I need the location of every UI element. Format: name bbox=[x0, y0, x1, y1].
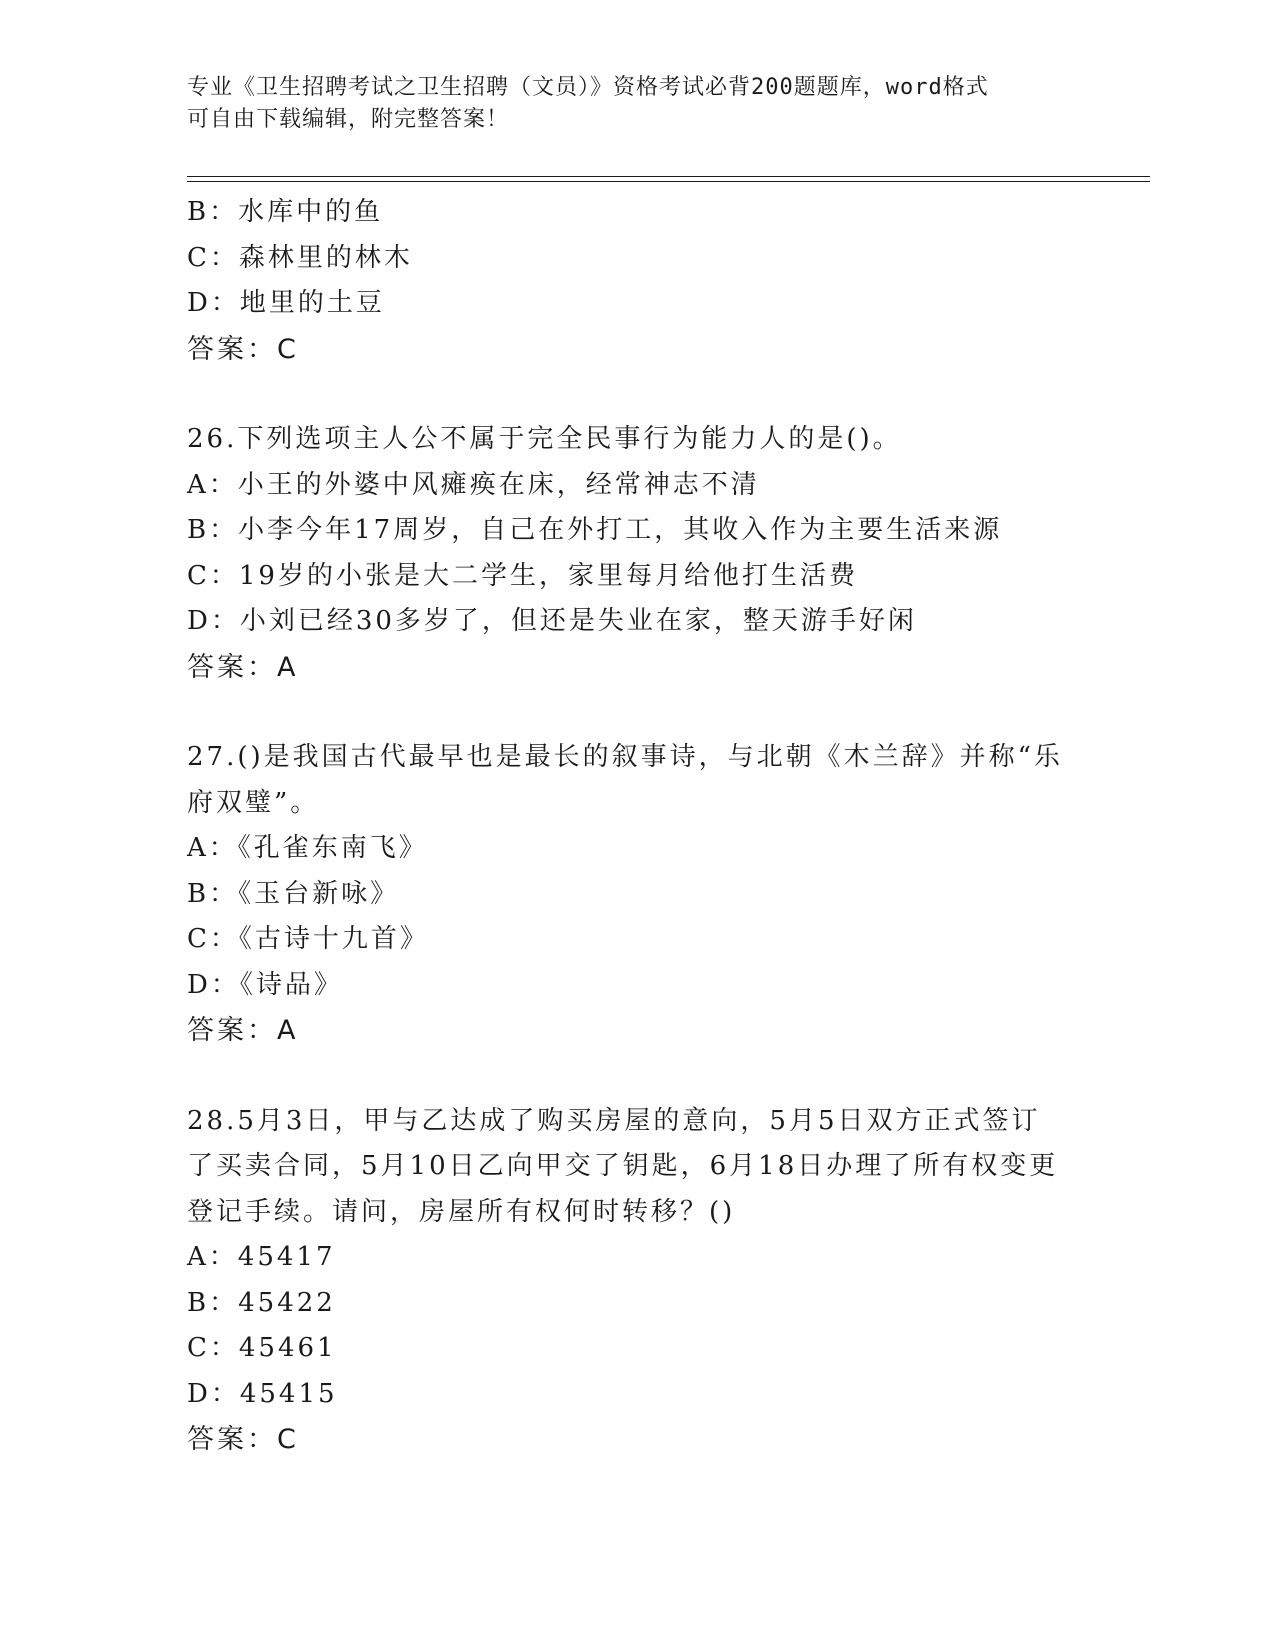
option-b: B：水库中的鱼 bbox=[187, 197, 384, 227]
answer: 答案：C bbox=[187, 333, 299, 365]
answer: 答案：A bbox=[187, 1015, 299, 1046]
question-25 bbox=[187, 190, 1087, 372]
option-d: D：地里的土豆 bbox=[187, 288, 385, 318]
question-27 bbox=[187, 735, 1087, 1054]
option-c: C：45461 bbox=[187, 1333, 337, 1363]
document-header bbox=[187, 72, 1067, 136]
header-line-2: 可自由下载编辑，附完整答案！ bbox=[187, 107, 510, 132]
option-b: B：45422 bbox=[187, 1287, 336, 1318]
question-list bbox=[187, 190, 1087, 1463]
option-c: C：森林里的林木 bbox=[187, 242, 413, 273]
answer: 答案：A bbox=[187, 651, 299, 683]
question-26 bbox=[187, 417, 1087, 690]
option-d: D：45415 bbox=[187, 1378, 338, 1409]
question-stem: 26.下列选项主人公不属于完全民事行为能力人的是()。 bbox=[187, 424, 902, 454]
option-d: D：《诗品》 bbox=[187, 969, 343, 1000]
option-a: A：45417 bbox=[187, 1242, 336, 1272]
answer: 答案：C bbox=[187, 1424, 299, 1455]
option-b: B：《玉台新咏》 bbox=[187, 878, 400, 909]
option-a: A：《孔雀东南飞》 bbox=[187, 833, 428, 863]
question-stem-line-1: 27.()是我国古代最早也是最长的叙事诗，与北朝《木兰辞》并称“乐 bbox=[187, 742, 1063, 772]
header-line-1: 专业《卫生招聘考试之卫生招聘（文员）》资格考试必背200题题库，word格式 bbox=[187, 75, 989, 100]
header-divider-top bbox=[187, 176, 1150, 177]
option-b: B：小李今年17周岁，自己在外打工，其收入作为主要生活来源 bbox=[187, 515, 1003, 545]
header-divider-bottom bbox=[187, 181, 1150, 182]
question-stem-line-2: 了买卖合同，5月10日乙向甲交了钥匙，6月18日办理了所有权变更 bbox=[187, 1151, 1059, 1181]
option-c: C：19岁的小张是大二学生，家里每月给他打生活费 bbox=[187, 560, 858, 591]
option-a: A：小王的外婆中风瘫痪在床，经常神志不清 bbox=[187, 469, 760, 500]
question-stem-line-2: 府双璧”。 bbox=[187, 787, 320, 818]
option-d: D：小刘已经30多岁了，但还是失业在家，整天游手好闲 bbox=[187, 606, 917, 636]
question-stem-line-3: 登记手续。请问，房屋所有权何时转移？() bbox=[187, 1196, 736, 1227]
question-stem-line-1: 28.5月3日，甲与乙达成了购买房屋的意向，5月5日双方正式签订 bbox=[187, 1105, 1041, 1136]
question-28 bbox=[187, 1099, 1087, 1463]
option-c: C：《古诗十九首》 bbox=[187, 924, 429, 954]
